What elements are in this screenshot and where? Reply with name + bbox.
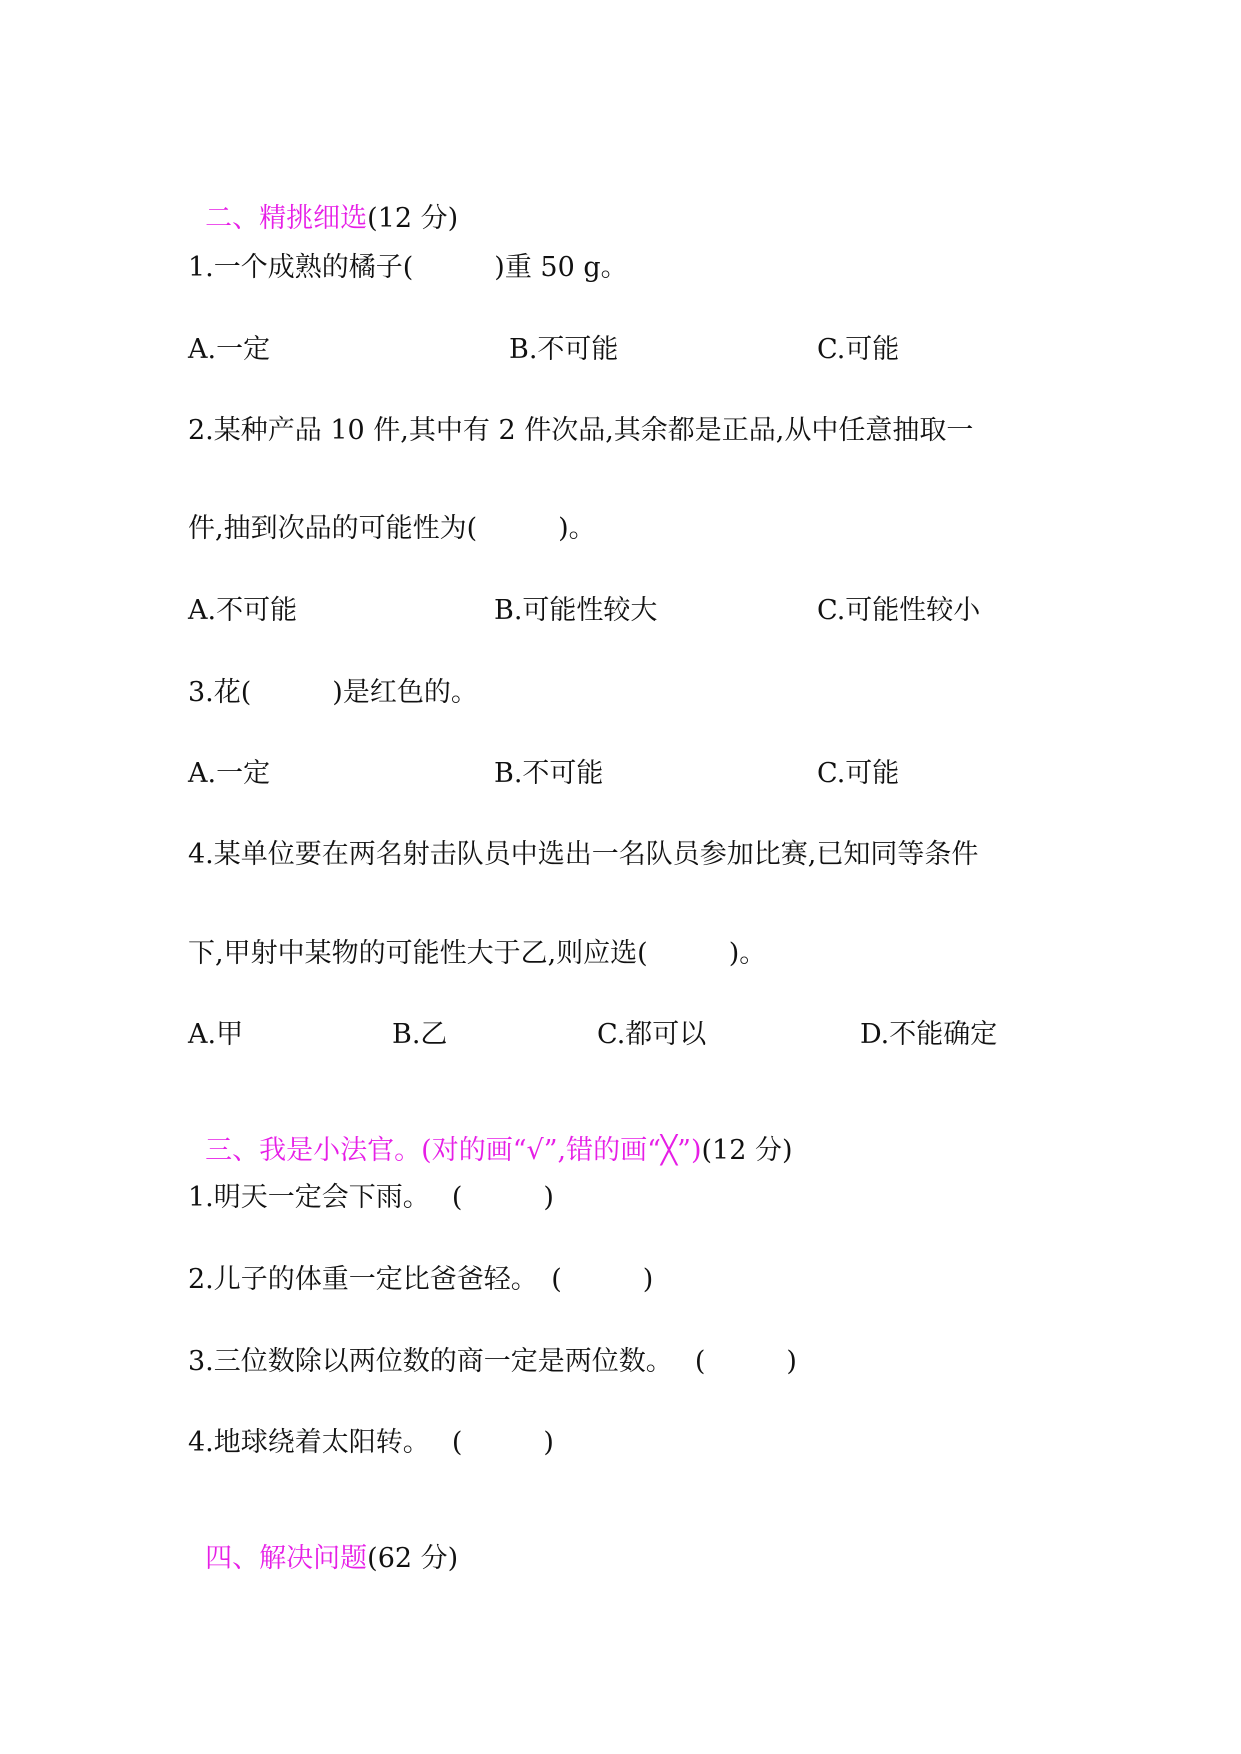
question-4-line-1: 4.某单位要在两名射击队员中选出一名队员参加比赛,已知同等条件 — [188, 839, 979, 870]
q4-option-b: B.乙 — [392, 1019, 448, 1050]
section4-heading — [188, 1508, 458, 1576]
section4-title: 四、解决问题 — [205, 1543, 368, 1574]
question-2-line-2: 件,抽到次品的可能性为( )。 — [188, 513, 596, 544]
question-4-line-2: 下,甲射中某物的可能性大于乙,则应选( )。 — [188, 938, 767, 969]
question-1: 1.一个成熟的橘子( )重 50 g。 — [188, 252, 628, 283]
q2-option-a: A.不可能 — [188, 595, 298, 626]
section3-score: (12 分) — [701, 1135, 793, 1166]
q3-option-c: C.可能 — [817, 758, 900, 789]
judge-item-1: 1.明天一定会下雨。 ( ) — [188, 1182, 554, 1213]
q3-option-a: A.一定 — [188, 758, 271, 789]
q2-option-b: B.可能性较大 — [494, 595, 658, 626]
q1-option-a: A.一定 — [188, 334, 271, 365]
section3-title: 三、我是小法官。(对的画“√”,错的画“╳”) — [205, 1135, 702, 1166]
q3-option-b: B.不可能 — [494, 758, 604, 789]
section2-heading — [188, 168, 458, 236]
question-2-line-1: 2.某种产品 10 件,其中有 2 件次品,其余都是正品,从中任意抽取一 — [188, 415, 974, 446]
judge-item-3: 3.三位数除以两位数的商一定是两位数。 ( ) — [188, 1346, 797, 1377]
q2-option-c: C.可能性较小 — [817, 595, 981, 626]
q4-option-a: A.甲 — [188, 1019, 244, 1050]
section2-title: 二、精挑细选 — [205, 203, 368, 234]
q1-option-b: B.不可能 — [509, 334, 619, 365]
q4-option-c: C.都可以 — [597, 1019, 707, 1050]
judge-item-4: 4.地球绕着太阳转。 ( ) — [188, 1427, 554, 1458]
section3-heading — [188, 1100, 793, 1168]
section2-score: (12 分) — [367, 203, 459, 234]
judge-item-2: 2.儿子的体重一定比爸爸轻。 ( ) — [188, 1264, 654, 1295]
question-3: 3.花( )是红色的。 — [188, 677, 478, 708]
q4-option-d: D.不能确定 — [860, 1019, 998, 1050]
q1-option-c: C.可能 — [817, 334, 900, 365]
section4-score: (62 分) — [367, 1543, 459, 1574]
